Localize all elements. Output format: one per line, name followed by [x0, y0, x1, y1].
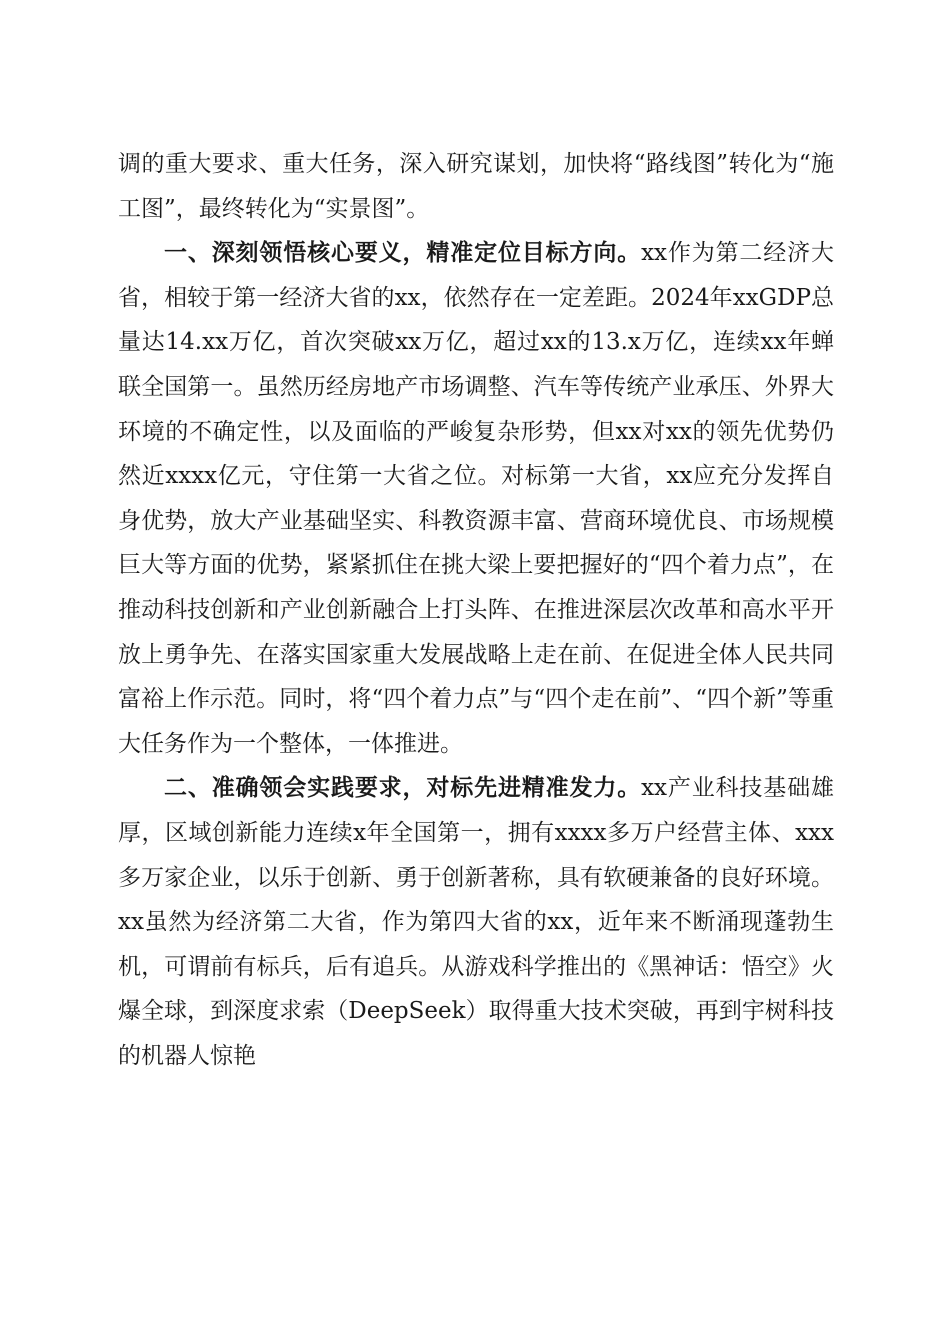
- paragraph-text: 调的重大要求、重大任务，深入研究谋划，加快将“路线图”转化为“施工图”，最终转化为“实景图”。: [118, 151, 834, 222]
- section-heading: 一、深刻领悟核心要义，精准定位目标方向。: [164, 240, 642, 267]
- paragraph-text: xx作为第二经济大省，相较于第一经济大省的xx，依然存在一定差距。2024年xxGDP总量达14.xx万亿，首次突破xx万亿，超过xx的13.x万亿，连续xx年蝉联全国第一。虽然历经房地产市场调整、汽车等传统产业承压、外界大环境的不确定性，以及面临的严峻复杂形势，但xx对xx的领先优势仍然近xxxx亿元，守住第一大省之位。对标第一大省，xx应充分发挥自身优势，放大产业基础坚实、科教资源丰富、营商环境优良、市场规模巨大等方面的优势，紧紧抓住在挑大梁上要把握好的“四个着力点”，在推动科技创新和产业创新融合上打头阵、在推进深层次改革和高水平开放上勇争先、在落实国家重大发展战略上走在前、在促进全体人民共同富裕上作示范。同时，将“四个着力点”与“四个走在前”、“四个新”等重大任务作为一个整体，一体推进。: [118, 240, 834, 757]
- paragraph-text: xx产业科技基础雄厚，区域创新能力连续x年全国第一，拥有xxxx多万户经营主体、xxx多万家企业，以乐于创新、勇于创新著称，具有软硬兼备的良好环境。xx虽然为经济第二大省，作为第四大省的xx，近年来不断涌现蓬勃生机，可谓前有标兵，后有追兵。从游戏科学推出的《黑神话：悟空》火爆全球，到深度求索（DeepSeek）取得重大技术突破，再到宇树科技的机器人惊艳: [118, 775, 834, 1069]
- document-body: [118, 142, 834, 1078]
- paragraph-continuation: [118, 142, 834, 231]
- paragraph-section-one: [118, 231, 834, 766]
- section-heading: 二、准确领会实践要求，对标先进精准发力。: [164, 775, 642, 802]
- paragraph-section-two: [118, 766, 834, 1078]
